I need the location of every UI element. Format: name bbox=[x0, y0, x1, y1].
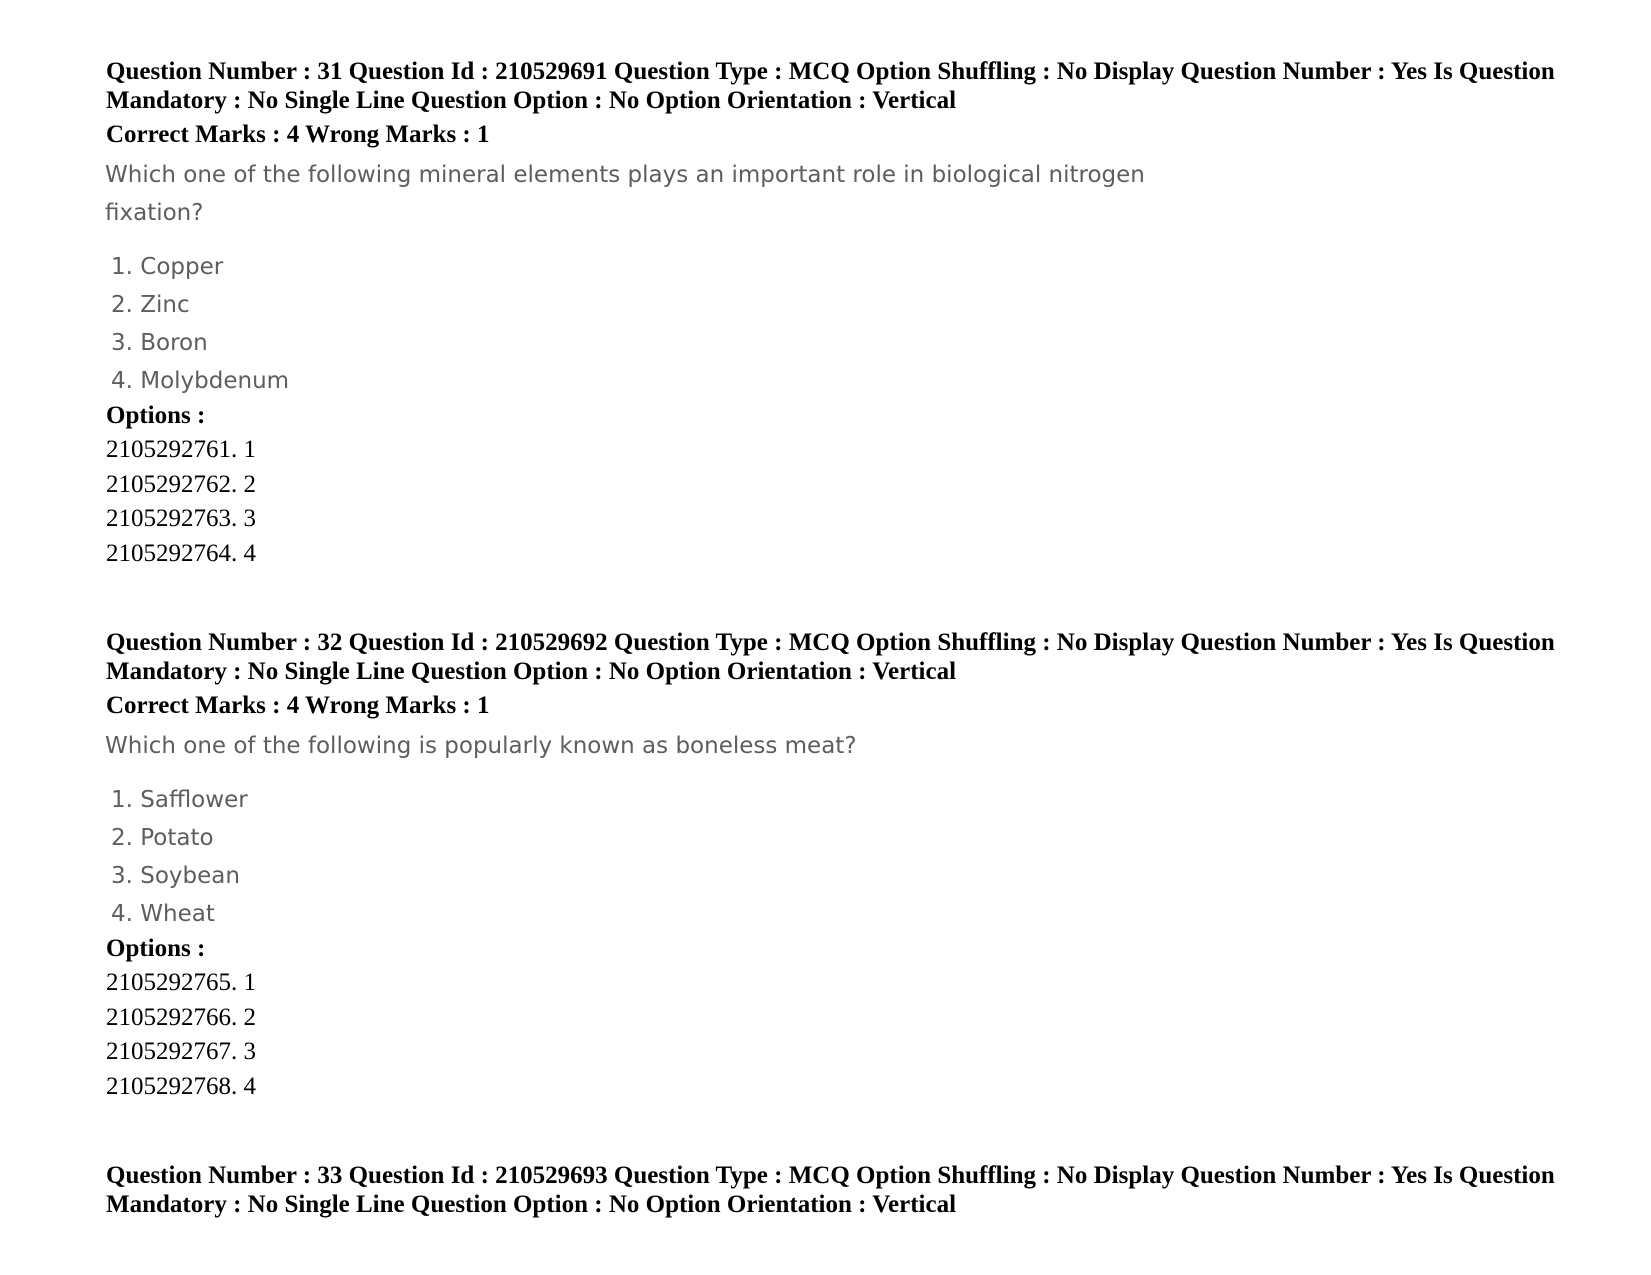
options-list bbox=[106, 966, 1586, 1104]
choice-item: 4. Molybdenum bbox=[111, 368, 290, 394]
question-text bbox=[105, 727, 1586, 765]
option-item: 2105292764. 4 bbox=[106, 539, 256, 567]
question-marks: Correct Marks : 4 Wrong Marks : 1 bbox=[106, 692, 490, 719]
question-meta: Question Number : 32 Question Id : 210529692 Question Type : MCQ Option Shuffling : No Display Question Number : Yes Is Question Mandatory : No Single Line Question Option : No Option Orientation : Vertical bbox=[106, 629, 1555, 685]
question-meta: Question Number : 31 Question Id : 210529691 Question Type : MCQ Option Shuffling : No Display Question Number : Yes Is Question Mandatory : No Single Line Question Option : No Option Orientation : Vertical bbox=[106, 58, 1555, 114]
option-item: 2105292766. 2 bbox=[106, 1003, 256, 1031]
question-text-line: fixation? bbox=[105, 200, 204, 226]
choice-item: 1. Safflower bbox=[111, 787, 248, 813]
choice-item: 2. Zinc bbox=[111, 292, 190, 318]
option-item: 2105292761. 1 bbox=[106, 436, 256, 463]
question-text bbox=[105, 156, 1586, 232]
question-block-31 bbox=[106, 58, 1586, 571]
options-label: Options : bbox=[106, 935, 206, 962]
question-choices bbox=[111, 248, 1586, 400]
option-item: 2105292763. 3 bbox=[106, 505, 256, 532]
question-marks: Correct Marks : 4 Wrong Marks : 1 bbox=[106, 121, 490, 148]
choice-item: 2. Potato bbox=[111, 825, 214, 851]
question-text-line: Which one of the following mineral elements plays an important role in biological nitrogen bbox=[105, 162, 1145, 188]
options-list bbox=[106, 433, 1586, 571]
question-image bbox=[105, 727, 1586, 933]
options-label: Options : bbox=[106, 402, 206, 429]
question-text-line: Which one of the following is popularly known as boneless meat? bbox=[105, 733, 857, 759]
option-item: 2105292765. 1 bbox=[106, 969, 256, 996]
option-item: 2105292767. 3 bbox=[106, 1038, 256, 1065]
question-choices bbox=[111, 781, 1586, 933]
question-image bbox=[105, 156, 1586, 400]
choice-item: 3. Boron bbox=[111, 330, 208, 356]
question-meta: Question Number : 33 Question Id : 210529693 Question Type : MCQ Option Shuffling : No Display Question Number : Yes Is Question Mandatory : No Single Line Question Option : No Option Orientation : Vertical bbox=[106, 1162, 1555, 1218]
choice-item: 1. Copper bbox=[111, 254, 224, 280]
option-item: 2105292762. 2 bbox=[106, 470, 256, 498]
question-block-33 bbox=[106, 1162, 1586, 1219]
question-block-32 bbox=[106, 629, 1586, 1104]
choice-item: 3. Soybean bbox=[111, 863, 240, 889]
option-item: 2105292768. 4 bbox=[106, 1072, 256, 1100]
choice-item: 4. Wheat bbox=[111, 901, 215, 927]
